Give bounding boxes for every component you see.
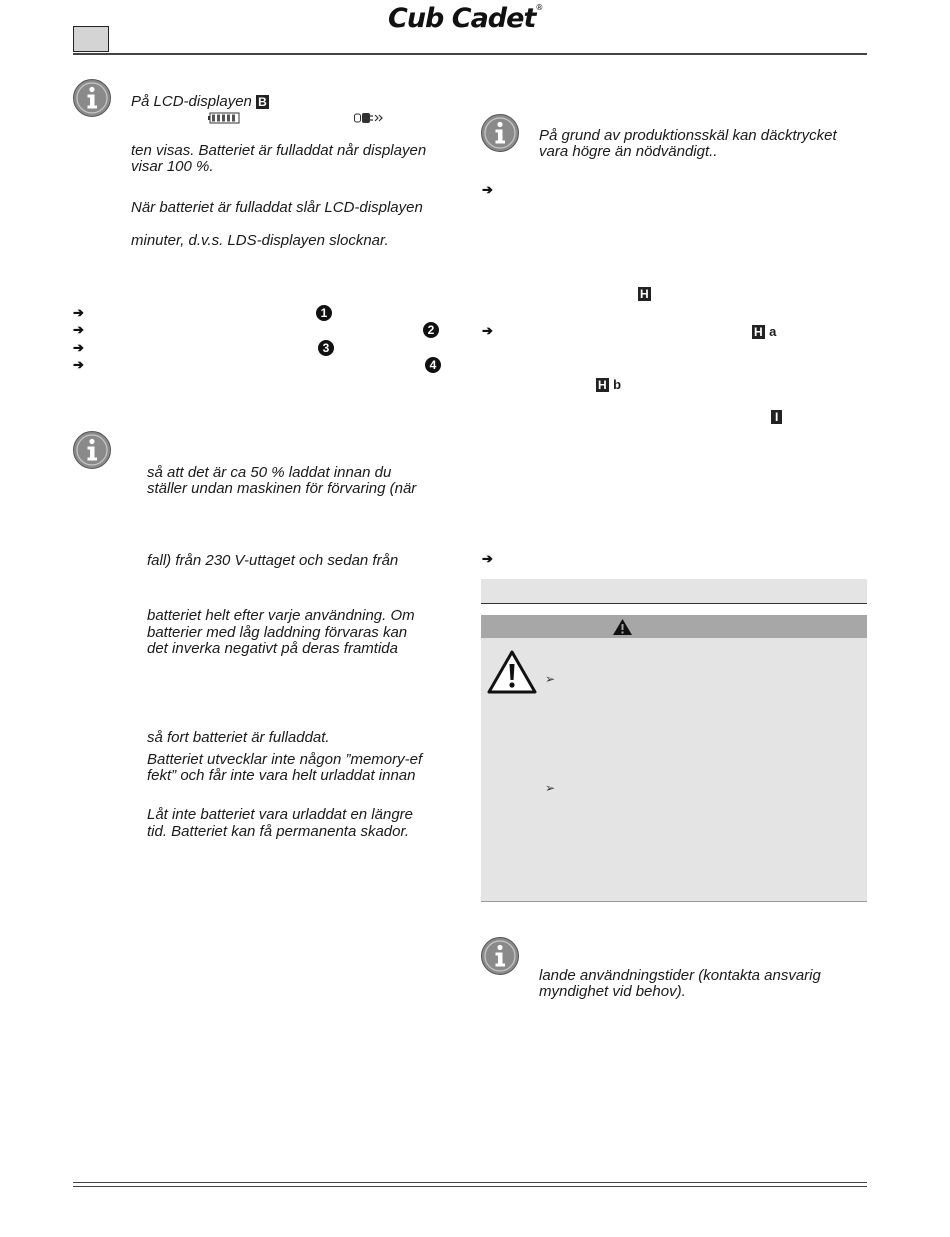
figure-label: H — [754, 325, 763, 339]
note-text: det inverka negativt på deras framtida — [147, 640, 398, 657]
note-text: myndighet vid behov). — [539, 983, 686, 1000]
brand-logo: Cub Cadet® — [388, 3, 543, 34]
warning-body — [481, 638, 867, 901]
note-text: vara högre än nödvändigt.. — [539, 143, 718, 160]
figure-label: H — [640, 287, 649, 301]
figure-label: I — [771, 410, 782, 424]
note-text: Låt inte batteriet vara urladdat en längre — [147, 806, 414, 823]
section-heading-bar — [481, 579, 867, 603]
note-text: så fort batteriet är fulladdat. — [147, 729, 330, 746]
figure-label: B — [258, 95, 267, 109]
note-text: ställer undan maskinen för förvaring (när — [147, 480, 417, 497]
note-text: ten visas. Batteriet är fulladdat når displayen — [131, 142, 427, 159]
info-icon — [72, 78, 112, 118]
header-rule — [73, 53, 867, 55]
step-number: 4 — [425, 357, 441, 373]
step-number: 1 — [316, 305, 332, 321]
warning-header — [481, 615, 867, 638]
note-text: fekt” och får inte vara helt urladdat innan — [147, 767, 416, 784]
footer-rule-bottom — [73, 1186, 867, 1187]
chevron-bullet-icon: ➢ — [545, 672, 556, 686]
info-icon — [480, 936, 520, 976]
footer-rule-top — [73, 1182, 867, 1183]
figure-label-group: H b — [598, 377, 622, 392]
note-text: visar 100 %. — [131, 158, 214, 175]
info-icon — [480, 113, 520, 153]
note-text: så att det är ca 50 % laddat innan du — [147, 464, 392, 481]
note-text: På grund av produktionsskäl kan däcktrycket — [539, 127, 837, 144]
section-rule — [481, 603, 867, 604]
step-number: 2 — [423, 322, 439, 338]
battery-icon — [208, 112, 240, 124]
note-text: fall) från 230 V-uttaget och sedan från — [147, 552, 399, 569]
warning-small-icon — [612, 618, 633, 636]
arrow-bullet-icon: ➔ — [73, 305, 84, 320]
note-text: lande användningstider (kontakta ansvarig — [539, 967, 821, 984]
arrow-bullet-icon: ➔ — [482, 551, 493, 566]
note-text: Batteriet utvecklar inte någon ”memory-ef — [147, 751, 423, 768]
arrow-bullet-icon: ➔ — [482, 323, 493, 338]
info-icon — [72, 430, 112, 470]
step-number: 3 — [318, 340, 334, 356]
note-text: minuter, d.v.s. LDS-displayen slocknar. — [131, 232, 389, 249]
arrow-bullet-icon: ➔ — [73, 357, 84, 372]
arrow-bullet-icon: ➔ — [482, 182, 493, 197]
page-number-box — [73, 26, 109, 52]
warning-bottom-rule — [481, 901, 867, 902]
note-text: batterier med låg laddning förvaras kan — [147, 624, 408, 641]
arrow-bullet-icon: ➔ — [73, 322, 84, 337]
arrow-bullet-icon: ➔ — [73, 340, 84, 355]
note-text: När batteriet är fulladdat slår LCD-displayen — [131, 199, 423, 216]
figure-label: H — [598, 378, 607, 392]
chevron-bullet-icon: ➢ — [545, 781, 556, 795]
plug-icon — [354, 112, 386, 124]
warning-triangle-icon — [486, 649, 538, 695]
note-text: tid. Batteriet kan få permanenta skador. — [147, 823, 410, 840]
figure-label-group: H a — [754, 324, 777, 339]
note-text: På LCD-displayen B — [131, 93, 267, 110]
note-text: batteriet helt efter varje användning. Om — [147, 607, 415, 624]
